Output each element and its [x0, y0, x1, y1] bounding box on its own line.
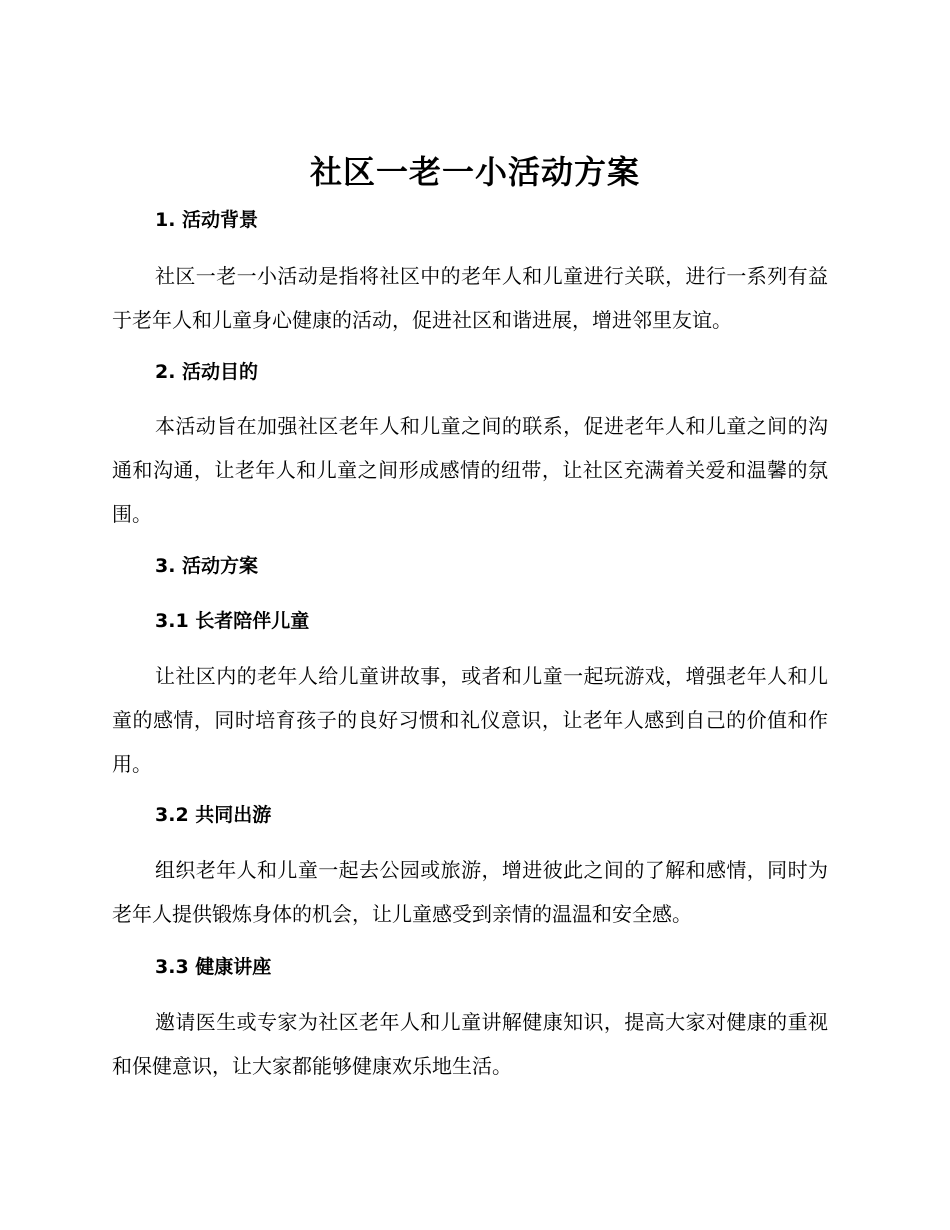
section-body-elders-accompany: 让社区内的老年人给儿童讲故事，或者和儿童一起玩游戏，增强老年人和儿童的感情，同时培育孩子的良好习惯和礼仪意识，让老年人感到自己的价值和作用。 — [112, 664, 828, 776]
section-heading-health-lecture: 3.3 健康讲座 — [155, 956, 272, 978]
section-heading-background: 1. 活动背景 — [155, 209, 259, 231]
section-heading-outing: 3.2 共同出游 — [155, 804, 272, 826]
section-heading-elders-accompany: 3.1 长者陪伴儿童 — [155, 610, 310, 632]
section-body-outing: 组织老年人和儿童一起去公园或旅游，增进彼此之间的了解和感情，同时为老年人提供锻炼身体的机会，让儿童感受到亲情的温温和安全感。 — [112, 858, 828, 926]
section-heading-purpose: 2. 活动目的 — [155, 361, 259, 383]
section-body-health-lecture: 邀请医生或专家为社区老年人和儿童讲解健康知识，提高大家对健康的重视和保健意识，让大家都能够健康欢乐地生活。 — [112, 1010, 828, 1078]
section-heading-plan: 3. 活动方案 — [155, 555, 259, 577]
section-body-purpose: 本活动旨在加强社区老年人和儿童之间的联系，促进老年人和儿童之间的沟通和沟通，让老年人和儿童之间形成感情的纽带，让社区充满着关爱和温馨的氛围。 — [112, 414, 828, 526]
section-body-background: 社区一老一小活动是指将社区中的老年人和儿童进行关联，进行一系列有益于老年人和儿童身心健康的活动，促进社区和谐进展，增进邻里友谊。 — [112, 264, 828, 332]
document-title: 社区一老一小活动方案 — [309, 153, 640, 191]
